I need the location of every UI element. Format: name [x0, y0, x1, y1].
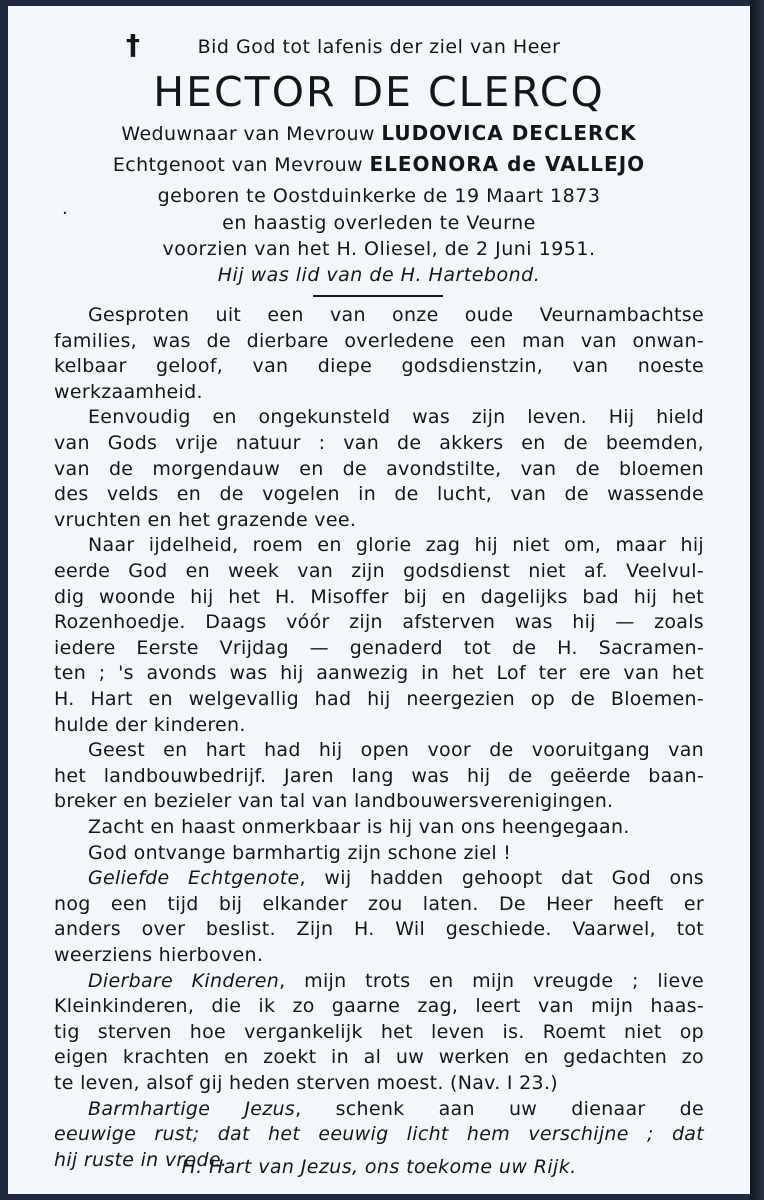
membership-line: Hij was lid van de H. Hartebond.	[217, 264, 541, 286]
body-line: Geest en hart had hij open voor de vooruitgang van	[88, 739, 704, 762]
divider	[313, 295, 443, 297]
body-line: weerziens hierboven.	[54, 944, 264, 966]
body-line: Barmhartige Jezus, schenk aan uw dienaar de	[88, 1097, 704, 1120]
memorial-card	[8, 6, 750, 1194]
body-line: God ontvange barmhartig zijn schone ziel !	[88, 841, 512, 864]
body-line: te leven, alsof gij heden sterven moest. (Nav. I 23.)	[54, 1072, 558, 1094]
body-line: Eenvoudig en ongekunsteld was zijn leven. Hij hield	[88, 406, 704, 429]
closing-prayer: H. Hart van Jezus, ons toekome uw Rijk.	[181, 1156, 577, 1178]
body-line: hulde der kinderen.	[54, 713, 246, 736]
italic-phrase: Dierbare Kinderen	[88, 969, 280, 992]
body-line: hij ruste in vrede.	[54, 1148, 228, 1171]
birth-line: geboren te Oostduinkerke de 19 Maart 1873	[157, 185, 601, 207]
body-line: Naar ijdelheid, roem en glorie zag hij niet om, maar hij	[88, 534, 704, 557]
body-line: eigen krachten en zoekt in al uw werken en gedachten zo	[54, 1046, 704, 1069]
italic-phrase: Geliefde Echtgenote	[88, 867, 300, 890]
body-line: Dierbare Kinderen, mijn trots en mijn vreugde ; lieve	[88, 969, 704, 992]
widower-line	[8, 121, 750, 145]
spouse-line	[8, 152, 750, 176]
deceased-name: HECTOR DE CLERCQ	[153, 68, 605, 116]
widower-spouse-name: LUDOVICA DECLERCK	[381, 121, 637, 145]
body-line: nog een tijd bij elkander zou laten. De Heer heeft er	[54, 892, 704, 915]
body-line: H. Hart en welgevallig had hij neergezien op de Bloemen-	[54, 688, 704, 710]
body-line: families, was de dierbare overledene een man van onwan-	[54, 329, 704, 352]
widower-prefix: Weduwnaar van Mevrouw	[121, 123, 375, 145]
spouse-prefix: Echtgenoot van Mevrouw	[112, 154, 363, 176]
body-line: dig woonde hij het H. Misoffer bij en dagelijks bad hij het	[54, 585, 704, 608]
body-line: eerde God en week van zijn godsdienst niet af. Veelvul-	[54, 560, 704, 582]
body-line: het landbouwbedrijf. Jaren lang was hij de geëerde baan-	[54, 764, 704, 787]
italic-phrase: Barmhartige Jezus	[88, 1097, 296, 1120]
cross-icon: †	[126, 28, 140, 61]
body-line: breker en bezieler van tal van landbouwersverenigingen.	[54, 790, 614, 813]
spouse-name: ELEONORA de VALLEJO	[369, 152, 646, 176]
body-line: vruchten en het grazende vee.	[54, 508, 357, 531]
stray-dot: .	[62, 198, 68, 219]
last-rites-line: voorzien van het H. Oliesel, de 2 Juni 1951.	[162, 238, 596, 260]
photo-edge	[750, 0, 764, 1200]
body-line: ten ; 's avonds was hij aanwezig in het Lof ter ere van het	[54, 662, 704, 685]
body-line: eeuwige rust; dat het eeuwig licht hem verschijne ; dat	[54, 1123, 704, 1146]
body-line: Kleinkinderen, die ik zo gaarne zag, leert van mijn haas-	[54, 995, 704, 1018]
body-line: Rozenhoedje. Daags vóór zijn afsterven was hij — zoals	[54, 611, 704, 634]
body-line: van Gods vrije natuur : van de akkers en de beemden,	[54, 432, 704, 454]
body-line: tig sterven hoe vergankelijk het leven is. Roemt niet op	[54, 1020, 704, 1043]
body-line: van de morgendauw en de avondstilte, van de bloemen	[54, 457, 704, 480]
body-line: des velds en de vogelen in de lucht, van de wassende	[54, 483, 704, 506]
body-line: Geliefde Echtgenote, wij hadden gehoopt dat God ons	[88, 867, 704, 890]
body-line: Zacht en haast onmerkbaar is hij van ons heengegaan.	[88, 816, 630, 838]
body-line: anders over beslist. Zijn H. Wil geschiede. Vaarwel, tot	[54, 918, 704, 941]
body-line: kelbaar geloof, van diepe godsdienstzin, van noeste	[54, 355, 704, 378]
body-line: iedere Eerste Vrijdag — genaderd tot de H. Sacramen-	[54, 636, 704, 659]
body-line: werkzaamheid.	[54, 380, 203, 403]
death-line: en haastig overleden te Veurne	[222, 212, 536, 234]
body-line: Gesproten uit een van onze oude Veurnambachtse	[88, 304, 704, 326]
prayer-line: Bid God tot lafenis der ziel van Heer	[197, 36, 561, 58]
